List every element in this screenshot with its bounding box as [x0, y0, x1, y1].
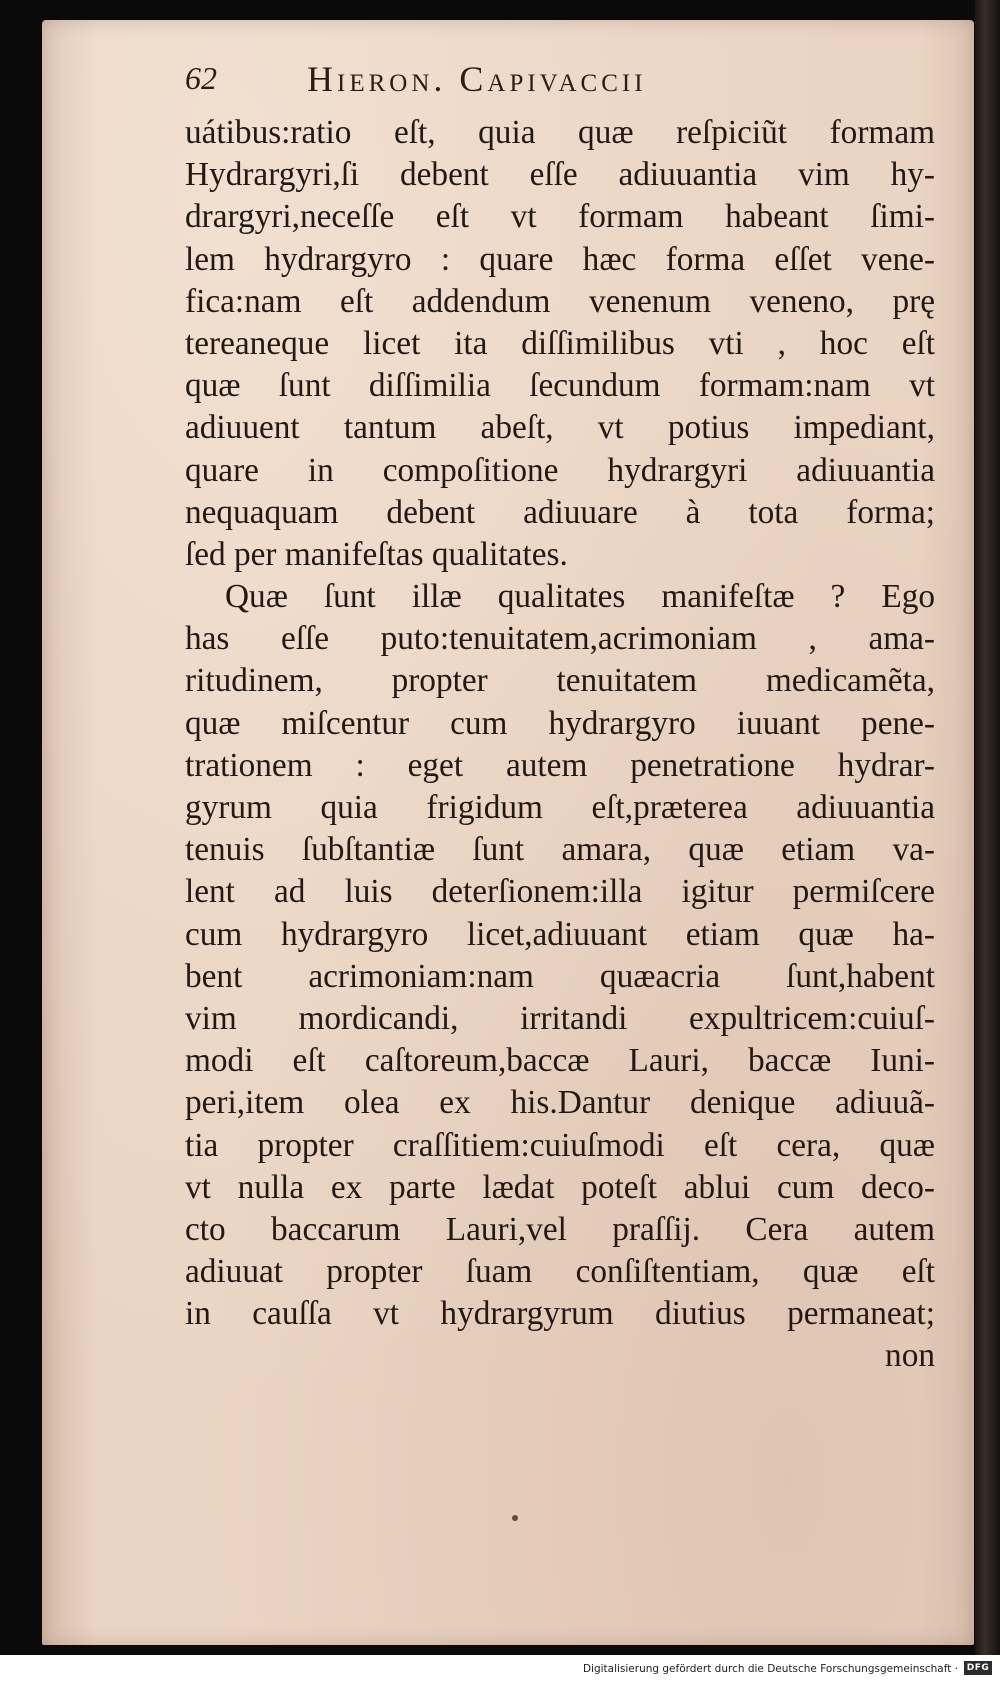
page-number: 62	[185, 60, 217, 96]
text-line: bent acrimoniam:nam quæacria ſunt,habent	[185, 957, 935, 995]
page-body	[185, 112, 935, 1378]
text-line: trationem : eget autem penetratione hydrar-	[185, 746, 935, 784]
text-line: cum hydrargyro licet,adiuuant etiam quæ ha-	[185, 915, 935, 953]
text-line: nequaquam debent adiuuare à tota forma;	[185, 493, 935, 531]
text-line: drargyri,neceſſe eſt vt formam habeant ſimi-	[185, 198, 935, 236]
text-line: lent ad luis deterſionem:illa igitur permiſcere	[185, 873, 935, 911]
funding-credit: Digitalisierung gefördert durch die Deutsche Forschungsgemeinschaft ·	[582, 1663, 958, 1675]
text-line: ritudinem, propter tenuitatem medicamẽta,	[185, 662, 935, 700]
text-line: Quæ ſunt illæ qualitates manifeſtæ ? Ego	[225, 578, 935, 616]
text-line: lem hydrargyro : quare hæc forma eſſet vene-	[185, 240, 935, 278]
text-line: adiuuent tantum abeſt, vt potius impediant,	[185, 409, 935, 447]
text-line: quæ ſunt diſſimilia ſecundum formam:nam vt	[185, 367, 935, 405]
dfg-logo-icon: DFG	[964, 1661, 992, 1675]
text-line: quare in compoſitione hydrargyri adiuuantia	[185, 451, 935, 489]
text-line: quæ miſcentur cum hydrargyro iuuant pene-	[185, 704, 935, 742]
ink-speck	[512, 1515, 518, 1521]
text-line: in cauſſa vt hydrargyrum diutius permaneat;	[185, 1295, 935, 1333]
text-line: tereaneque licet ita diſſimilibus vti , hoc eſt	[185, 324, 935, 362]
text-line: peri,item olea ex his.Dantur denique adiuuã-	[185, 1084, 935, 1122]
running-title: Hieron. Capivaccii	[307, 59, 647, 99]
text-line: Hydrargyri,ſi debent eſſe adiuuantia vim hy-	[185, 156, 935, 194]
text-line: modi eſt caſtoreum,baccæ Lauri, baccæ Iuni-	[185, 1042, 935, 1080]
text-line: adiuuat propter ſuam conſiſtentiam, quæ eſt	[185, 1253, 935, 1291]
text-line: uátibus:ratio eſt, quia quæ reſpiciũt formam	[185, 114, 935, 151]
text-line: gyrum quia frigidum eſt,præterea adiuuantia	[185, 789, 935, 826]
text-line: vim mordicandi, irritandi expultricem:cuiuſ-	[185, 999, 935, 1037]
text-line: has eſſe puto:tenuitatem,acrimoniam , ama-	[185, 620, 935, 658]
text-line: vt nulla ex parte lædat poteſt ablui cum deco-	[185, 1168, 935, 1206]
catchword: non	[885, 1337, 935, 1375]
text-line: tia propter craſſitiem:cuiuſmodi eſt cera, quæ	[185, 1126, 935, 1164]
text-line: cto baccarum Lauri,vel praſſij. Cera autem	[185, 1210, 935, 1248]
digitization-footer	[0, 1655, 1000, 1683]
book-edge	[975, 0, 1000, 1655]
text-line: tenuis ſubſtantiæ ſunt amara, quæ etiam va-	[185, 831, 935, 869]
text-line: ſed per manifeſtas qualitates.	[185, 535, 568, 573]
page-header	[185, 58, 905, 110]
text-line: fica:nam eſt addendum venenum veneno, prę	[185, 282, 935, 320]
